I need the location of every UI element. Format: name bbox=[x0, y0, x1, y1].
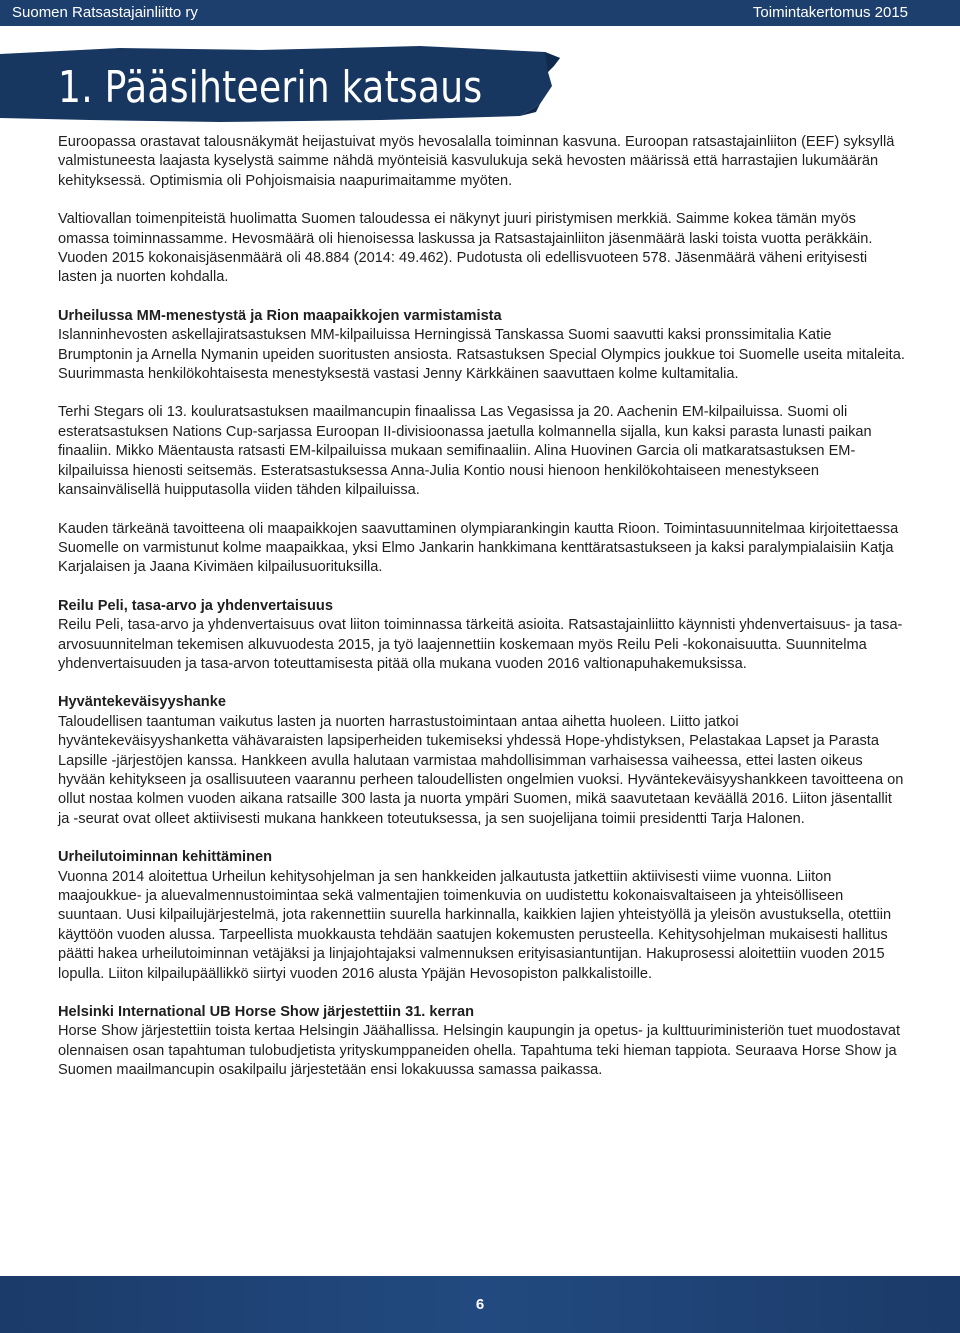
page-title: 1. Pääsihteerin katsaus bbox=[58, 62, 483, 113]
intro-paragraph: Euroopassa orastavat talousnäkymät heijastuivat myös hevosalalla toiminnan kasvuna. Euroopan ratsastajainliiton (EEF) syksyllä valmistuneesta laajasta kyselystä saimme nähdä myönteisiä kasvulukuja sekä hevosten määrissä että harrastajien lukumäärän kehityksessä. Optimismia oli Pohjoismaisia naapurimaitamme myöten. bbox=[58, 134, 895, 189]
document-title: Toimintakertomus 2015 bbox=[752, 4, 908, 21]
horse-show-paragraph: Horse Show järjestettiin toista kertaa Helsingin Jäähallissa. Helsingin kaupungin ja opetus- ja kulttuuriministeriön tuet muodostavat olennaisen osan tapahtuman tulobudjetista yrityskumppaneiden ohella. Tapahtuma teki hieman tappiota. Seuraava Horse Show ja Suomen maailmancupin osakilpailu järjestetään ensi lokakuussa samassa paikassa. bbox=[58, 1023, 901, 1079]
header-strip bbox=[0, 0, 960, 26]
section-heading-development: Urheilutoiminnan kehittäminen bbox=[58, 849, 273, 866]
section-heading-fair-play: Reilu Peli, tasa-arvo ja yhdenvertaisuus bbox=[58, 597, 333, 614]
sports-paragraph-3: Kauden tärkeänä tavoitteena oli maapaikkojen saavuttaminen olympiarankingin kautta Rioon. Toimintasuunnitelmaa kirjoitettaessa Suomelle on varmistunut kolme maapaikkaa, yksi Elmo Jankarin hankkimana kenttäratsastukseen ja kaksi paralympialaisiin Katja Karjalaisen ja Jaana Kivimäen kilpailusuorituksilla. bbox=[58, 520, 899, 576]
fair-play-paragraph: Reilu Peli, tasa-arvo ja yhdenvertaisuus ovat liiton toiminnassa tärkeitä asioita. Ratsastajainliitto käynnisti yhdenvertaisuus- ja tasa-arvosuunnitelman tekemisen alkuvuodesta 2015, ja työ laajennettiin koskemaan myös Reilu Peli -kokonaisuutta. Suunnitelma yhdenvertaisuuden ja tasa-arvon toteuttamisesta pitää olla mukana vuoden 2016 valtionapuhakemuksissa. bbox=[58, 617, 903, 672]
section-heading-sports: Urheilussa MM-menestystä ja Rion maapaikkojen varmistamista bbox=[58, 307, 502, 324]
section-heading-charity: Hyväntekeväisyyshanke bbox=[58, 694, 226, 711]
section-heading-horse-show: Helsinki International UB Horse Show järjestettiin 31. kerran bbox=[58, 1004, 475, 1021]
article-body bbox=[58, 133, 906, 1081]
sports-paragraph-1: Islanninhevosten askellajiratsastuksen MM-kilpailuissa Herningissä Tanskassa Suomi saavutti kaksi pronssimitalia Katie Brumptonin ja Arnella Nymanin upeiden suoritusten ansiosta. Ratsastuksen Special Olympics joukkue toi Suomelle useita mitaleita. Suurimmasta henkilökohtaisesta menestyksestä vastasi Jenny Kärkkäinen saavuttaen kolme kultamitalia. bbox=[58, 327, 905, 383]
page-number: 6 bbox=[475, 1296, 485, 1313]
economy-paragraph: Valtiovallan toimenpiteistä huolimatta Suomen taloudessa ei näkynyt juuri piristymisen merkkiä. Saimme kokea tämän myös omassa toiminnassamme. Hevosmäärä oli hienoisessa laskussa ja Ratsastajainliiton jäsenmäärä laski toista vuotta peräkkäin. Vuoden 2015 kokonaisjäsenmäärä oli 48.884 (2014: 49.462). Pudotusta oli edellisvuoteen 578. Jäsenmäärä väheni erityisesti lasten ja nuorten kohdalla. bbox=[58, 211, 873, 286]
sports-paragraph-2: Terhi Stegars oli 13. kouluratsastuksen maailmancupin finaalissa Las Vegasissa ja 20. Aachenin EM-kilpailuissa. Suomi oli esteratsastuksen Nations Cup-sarjassa Euroopan II-divisioonassa jaetulla kolmannella sijalla, kun kaksi parasta lunasti paikan finaaliin. Mikko Mäentausta ratsasti EM-kilpailuissa mukaan semifinaaliin. Alina Huovinen Garcia oli matkaratsastuksen EM-kilpailuissa hienosti seitsemäs. Esteratsastuksessa Anna-Julia Kontio nousi hienoon henkilökohtaiseen menestykseen kansainvälisellä huipputasolla viiden tähden kilpailuissa. bbox=[58, 404, 872, 499]
organization-name: Suomen Ratsastajainliitto ry bbox=[12, 4, 198, 21]
development-paragraph: Vuonna 2014 aloitettua Urheilun kehitysohjelman ja sen hankkeiden jalkautusta jatkettiin aktiivisesti viime vuonna. Liiton maajoukkue- ja aluevalmennustoimintaa sekä valmentajien toimenkuvia on uudistettu kokonaisvaltaiseen ja yhteisölliseen suuntaan. Uusi kilpailujärjestelmä, jota rakennettiin suurella harkinnalla, kaikkien lajien yhteistyöllä ja yleisön avustuksella, otettiin käyttöön vuoden alussa. Tarpeellista muokkausta tehdään saatujen kokemusten perusteella. Kehitysohjelman mukaisesti hallitus päätti hakea urheilutoiminnan vetäjäksi ja linjajohtajaksi valmennuksen erityisasiantuntijan. Hakuprosessi aloitettiin vuoden 2015 lopulla. Liiton kilpailupäällikkö siirtyi vuoden 2016 alusta Ypäjän Hevosopiston palkkalistoille. bbox=[58, 868, 892, 982]
charity-paragraph: Taloudellisen taantuman vaikutus lasten ja nuorten harrastustoimintaan antaa aihetta huoleen. Liitto jatkoi hyväntekeväisyyshanketta vähävaraisten lapsiperheiden tukemiseksi yhdessä Hope-yhdistyksen, Pelastakaa Lapset ja Parasta Lapsille -järjestöjen kanssa. Hankkeen avulla halutaan varmistaa mahdollisimman varhaisessa vaiheessa, ettei lasten oikeus hyvään kehitykseen ja osallisuuteen vaarannu perheen taloudellisten ongelmien vuoksi. Hyväntekeväisyyshankkeen tavoitteena on ollut nostaa kolmen vuoden aikana ratsaille 300 lasta ja nuorta ympäri Suomen, mikä saavutetaan keväällä 2016. Liiton jäsentallit ja -seurat ovat olleet aktiivisesti mukana hankkeen toteutuksessa, ja sen suojelijana toimii presidentti Tarja Halonen. bbox=[58, 713, 904, 827]
